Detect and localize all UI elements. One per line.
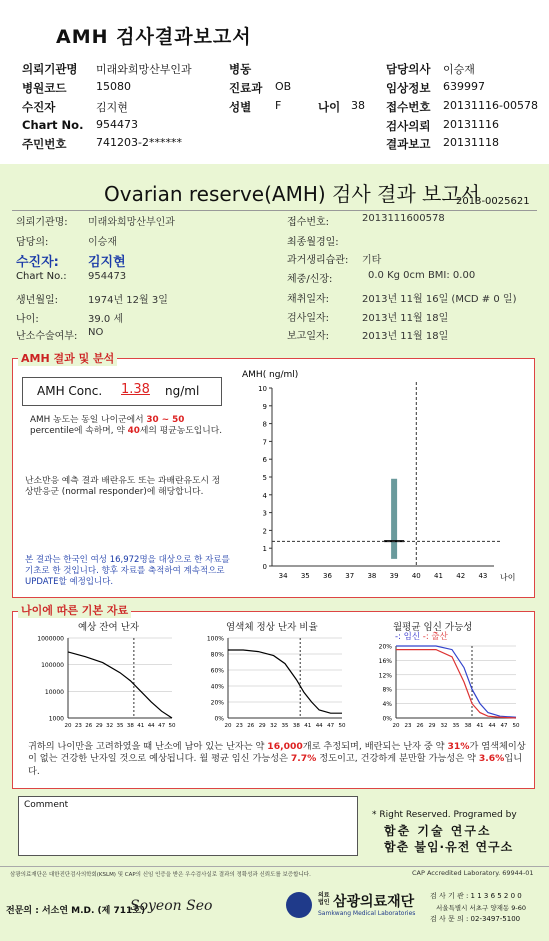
value-hospital-code: 15080 [96, 80, 131, 93]
info-label: 접수번호: [287, 217, 330, 228]
x-tick-label: 29 [258, 723, 266, 729]
x-tick-label: 47 [327, 723, 335, 729]
value-age: 38 [351, 99, 365, 112]
info-value: 2013111600578 [362, 213, 445, 224]
x-tick-label: 38 [126, 723, 134, 729]
value-result: 20131118 [443, 136, 499, 149]
x-tick-label: 47 [158, 723, 166, 729]
x-tick-label: 26 [85, 723, 93, 729]
y-tick-label: 4 [262, 491, 267, 500]
y-tick-label: 4% [382, 701, 392, 709]
y-tick-label: 3 [262, 509, 267, 518]
report-number: 2013-0025621 [456, 196, 530, 207]
info-value: 2013년 11월 18일 [362, 331, 449, 342]
comment-label: Comment [24, 800, 69, 810]
x-tick-label: 44 [488, 723, 496, 729]
value-request: 20131116 [443, 118, 499, 131]
x-tick-label: 43 [478, 572, 488, 580]
y-tick-label: 9 [262, 402, 267, 411]
amh-range-bar [391, 479, 397, 559]
x-tick-label: 41 [137, 723, 145, 729]
value-patient: 김지현 [96, 101, 128, 114]
label-result: 결과보고 [386, 137, 431, 151]
chart3-title: 월평균 임신 가능성 [393, 622, 473, 633]
label-clinical: 임상정보 [386, 81, 431, 95]
value-doctor: 이승재 [443, 63, 475, 76]
amh-section-title: AMH 결과 및 분석 [18, 350, 117, 366]
x-tick-label: 50 [512, 723, 520, 729]
info-label: 난소수술여부: [16, 331, 78, 342]
x-tick-label: 41 [434, 572, 443, 580]
label-patient: 수진자 [22, 100, 56, 114]
series-line-임신 [396, 646, 516, 717]
y-tick-label: 10 [258, 385, 267, 393]
label-sex: 성별 [229, 100, 252, 114]
info-value: NO [88, 327, 104, 338]
label-doctor: 담당의사 [386, 62, 431, 76]
patient-name-value: 김지현 [88, 255, 126, 270]
lab-address: 서울특별시 서초구 양재동 9-60 [436, 904, 527, 912]
x-tick-label: 50 [338, 723, 346, 729]
y-tick-label: 100% [206, 635, 224, 643]
info-label: 의뢰기관명: [16, 217, 68, 228]
value-clinical: 639997 [443, 80, 485, 93]
label-ward: 병동 [229, 62, 252, 76]
info-value: 39.0 세 [88, 314, 124, 325]
y-tick-label: 100000 [41, 662, 64, 670]
info-value: 2013년 11월 16일 (MCD # 0 일) [362, 294, 517, 305]
label-resident-no: 주민번호 [22, 137, 67, 151]
value-receipt: 20131116-00578 [443, 99, 538, 112]
page-title: AMH 검사결과보고서 [56, 26, 252, 48]
x-tick-label: 26 [247, 723, 255, 729]
x-axis-label: 나이 [500, 573, 516, 582]
chart2-title: 염색체 정상 난자 비율 [226, 622, 318, 633]
y-tick-label: 1000000 [37, 635, 64, 643]
chart1-title: 예상 잔여 난자 [78, 622, 140, 633]
label-hospital: 의뢰기관명 [22, 62, 78, 76]
x-tick-label: 34 [278, 572, 288, 580]
report-title: Ovarian reserve(AMH) 검사 결과 보고서 [104, 182, 480, 206]
y-tick-label: 0 [262, 563, 267, 571]
x-tick-label: 40 [411, 572, 421, 580]
org-en: Samkwang Medical Laboratories [318, 910, 416, 917]
x-tick-label: 36 [323, 572, 332, 580]
chart-normal-egg-ratio [190, 630, 350, 735]
y-tick-label: 20% [378, 643, 392, 651]
x-tick-label: 20 [64, 723, 72, 729]
cap-text: CAP Accredited Laboratory. 69944-01 [412, 869, 534, 877]
y-tick-label: 1000 [48, 715, 64, 723]
y-tick-label: 7 [262, 438, 267, 447]
x-tick-label: 38 [292, 723, 300, 729]
x-tick-label: 20 [392, 723, 400, 729]
x-tick-label: 29 [428, 723, 436, 729]
info-label: 체중/신장: [287, 274, 333, 285]
x-tick-label: 23 [235, 723, 243, 729]
x-tick-label: 23 [404, 723, 412, 729]
x-tick-label: 41 [304, 723, 312, 729]
info-label: 나이: [16, 314, 39, 325]
info-label: 검사일자: [287, 313, 330, 324]
value-sex: F [275, 99, 282, 112]
doctor-signature: Soyeon Seo [130, 898, 213, 914]
info-label: 과거생리습관: [287, 255, 349, 266]
basic-section-title: 나이에 따른 기본 자료 [18, 602, 131, 618]
info-label: 담당의: [16, 237, 49, 248]
y-tick-label: 6 [262, 456, 267, 465]
y-tick-label: 2 [262, 527, 267, 536]
summary-text: 귀하의 나이만을 고려하였을 때 난소에 남아 있는 난자는 약 16,000개로 추정되며, 배란되는 난자 중 약 31%가 염색체이상이 없는 건강한 난자일 것으로 예상됩니다. 월 평균 임신 가능성은 7.7% 정도이고, 건강하게 분만할 가능성은 약 3.6%입니다. [28, 741, 526, 777]
x-tick-label: 50 [168, 723, 176, 729]
y-tick-label: 40% [210, 683, 224, 691]
info-value: 미래와희망산부인과 [88, 217, 175, 228]
x-tick-label: 32 [106, 723, 114, 729]
x-tick-label: 35 [300, 572, 310, 580]
amh-response-text: 난소반응 예측 결과 배란유도 또는 과배란유도시 정상반응군 (normal responder)에 해당합니다. [25, 476, 221, 498]
x-tick-label: 42 [456, 572, 466, 580]
amh-percentile-text: AMH 농도는 동일 나이군에서 30 ~ 50 percentile에 속하며, 약 40세의 평균농도입니다. [30, 415, 222, 437]
x-tick-label: 29 [95, 723, 103, 729]
y-tick-label: 12% [378, 672, 392, 680]
x-tick-label: 39 [389, 572, 399, 580]
label-dept: 진료과 [229, 81, 263, 95]
y-tick-label: 20% [210, 699, 224, 707]
lab-phone: 검 사 문 의 : 02-3497-5100 [430, 915, 521, 923]
amh-chart-title: AMH( ng/ml) [242, 370, 299, 380]
lab-number: 검 사 기 관 : 1 1 3 6 5 2 0 0 [430, 892, 522, 900]
divider [12, 210, 537, 211]
x-tick-label: 23 [74, 723, 82, 729]
chart-remaining-eggs [20, 630, 180, 735]
info-value: 이승재 [88, 237, 117, 248]
info-label: 보고일자: [287, 331, 330, 342]
org-small: 의료 법인 [318, 892, 330, 906]
label-receipt: 접수번호 [386, 100, 431, 114]
y-tick-label: 60% [210, 667, 224, 675]
x-tick-label: 44 [147, 723, 155, 729]
info-value: 2013년 11월 18일 [362, 313, 449, 324]
info-label: 생년월일: [16, 295, 59, 306]
x-tick-label: 47 [500, 723, 508, 729]
info-label: Chart No.: [16, 271, 67, 282]
x-tick-label: 35 [281, 723, 289, 729]
y-tick-label: 8 [262, 420, 267, 429]
value-dept: OB [275, 80, 292, 93]
rights-text: * Right Reserved. Programed by [372, 810, 517, 820]
y-tick-label: 5 [262, 474, 267, 482]
y-tick-label: 0% [382, 715, 392, 723]
y-tick-label: 8% [382, 686, 392, 694]
info-value: 0.0 Kg 0cm BMI: 0.00 [368, 270, 476, 281]
y-tick-label: 10000 [44, 688, 64, 696]
value-hospital: 미래와희망산부인과 [96, 63, 192, 76]
amh-note: 본 결과는 한국인 여성 16,972명을 대상으로 한 자료를 기초로 한 것입니다. 향후 자료를 축적하여 계속적으로 UPDATE할 예정입니다. [25, 555, 230, 588]
x-tick-label: 37 [345, 572, 355, 580]
series-line-출산 [396, 650, 516, 718]
cert-text: 삼광의료재단은 대한진단검사의학회(KSLM) 및 CAP의 신임 인증을 받은 우수검사실로 결과의 정확성과 신뢰도를 보증합니다. [10, 872, 311, 878]
info-value: 1974년 12월 3일 [88, 295, 168, 306]
series-line-2 [228, 650, 342, 713]
y-tick-label: 1 [262, 545, 267, 554]
series-line-1 [68, 652, 172, 718]
info-label: 채취일자: [287, 294, 330, 305]
value-chart-no: 954473 [96, 118, 138, 131]
x-tick-label: 32 [270, 723, 278, 729]
chart3-legend: -: 임신 -: 출산 [395, 632, 448, 642]
footer-divider [0, 866, 549, 867]
info-label: 최종월경일: [287, 237, 339, 248]
institute-1: 함춘 기술 연구소 [384, 824, 492, 838]
comment-box [18, 796, 358, 856]
patient-name-label: 수진자: [16, 255, 59, 270]
label-age: 나이 [318, 100, 341, 114]
chart-pregnancy-rate [360, 640, 525, 735]
institute-2: 함춘 불임·유전 연구소 [384, 840, 514, 854]
y-tick-label: 80% [210, 651, 224, 659]
label-hospital-code: 병원코드 [22, 81, 67, 95]
x-tick-label: 35 [116, 723, 124, 729]
x-tick-label: 35 [452, 723, 460, 729]
x-tick-label: 38 [464, 723, 472, 729]
amh-conc-unit: ng/ml [165, 384, 200, 398]
info-value: 기타 [362, 255, 382, 266]
x-tick-label: 32 [440, 723, 448, 729]
y-tick-label: 16% [378, 657, 392, 665]
doctor-label: 전문의 : 서소연 M.D. (제 711호) [6, 906, 146, 916]
label-request: 검사의뢰 [386, 119, 431, 133]
x-tick-label: 41 [476, 723, 484, 729]
x-tick-label: 44 [315, 723, 323, 729]
amh-conc-label: AMH Conc. [37, 384, 103, 398]
x-tick-label: 26 [416, 723, 424, 729]
amh-conc-value: 1.38 [121, 382, 150, 397]
label-chart-no: Chart No. [22, 118, 84, 132]
org-name: 삼광의료재단 [333, 894, 415, 910]
amh-chart [236, 364, 532, 592]
info-value: 954473 [88, 271, 127, 282]
sml-badge: SML [290, 910, 302, 916]
x-tick-label: 20 [224, 723, 232, 729]
value-resident-no: 741203-2****** [96, 136, 182, 149]
x-tick-label: 38 [367, 572, 377, 580]
y-tick-label: 0% [214, 715, 224, 723]
